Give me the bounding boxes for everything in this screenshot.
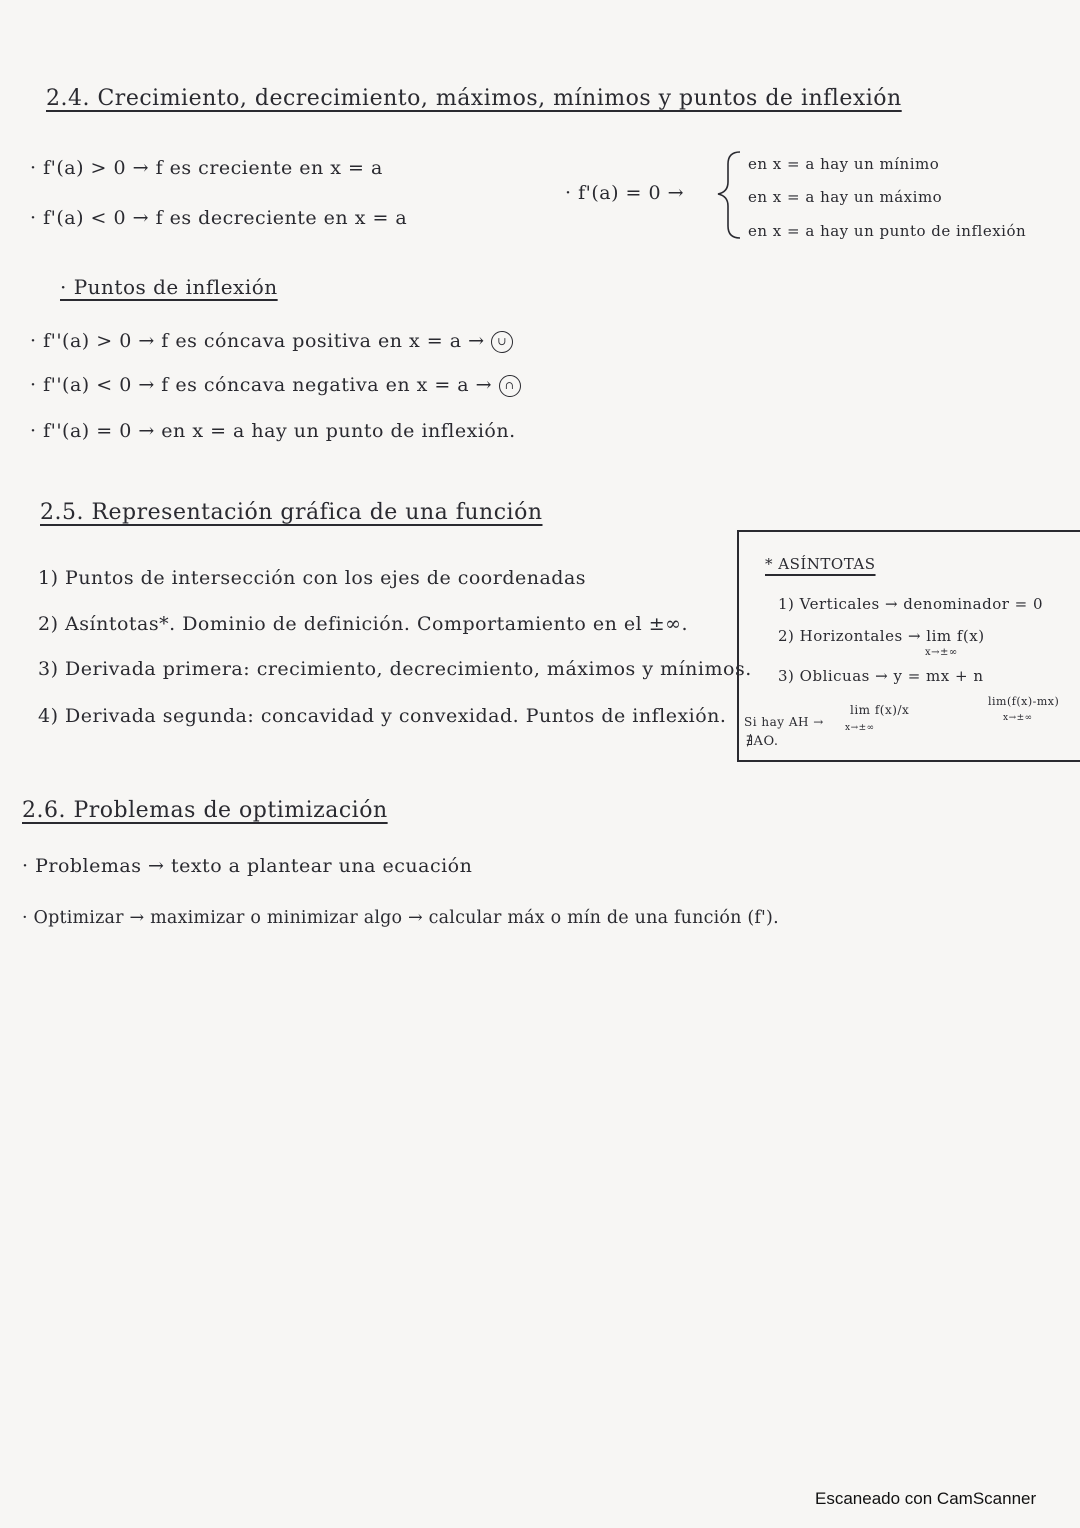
second-derivative-zero-line: · f''(a) = 0 → en x = a hay un punto de inflexión. xyxy=(30,420,516,442)
oblique-intercept-limit: lim(f(x)-mx) xyxy=(988,695,1060,708)
second-derivative-positive-line: · f''(a) > 0 → f es cóncava positiva en x = a → ∪ xyxy=(30,330,513,353)
section-2-6-title: 2.6. Problemas de optimización xyxy=(22,798,388,823)
cup-icon: ∪ xyxy=(491,331,513,353)
asymptote-note-1: Si hay AH → xyxy=(744,715,824,729)
oblique-slope-limit-sub: x→±∞ xyxy=(845,723,875,733)
vertical-asymptotes: 1) Verticales → denominador = 0 xyxy=(778,595,1044,613)
oblique-asymptotes: 3) Oblicuas → y = mx + n xyxy=(778,667,984,685)
section-2-4-title: 2.4. Crecimiento, decrecimiento, máximos, mínimos y puntos de inflexión xyxy=(46,86,902,111)
inflexion-heading: · Puntos de inflexión xyxy=(60,275,278,299)
section-2-5-title: 2.5. Representación gráfica de una función xyxy=(40,500,543,525)
graph-step-2: 2) Asíntotas*. Dominio de definición. Comportamiento en el ±∞. xyxy=(38,613,688,635)
horizontal-limit-sub: x→±∞ xyxy=(925,647,958,658)
brace-item-minimum: en x = a hay un mínimo xyxy=(748,155,940,173)
brace-item-maximum: en x = a hay un máximo xyxy=(748,188,943,206)
brace-item-inflexion: en x = a hay un punto de inflexión xyxy=(748,222,1027,240)
graph-step-4: 4) Derivada segunda: concavidad y convexidad. Puntos de inflexión. xyxy=(38,705,727,727)
derivative-negative-line: · f'(a) < 0 → f es decreciente en x = a xyxy=(30,207,408,229)
derivative-zero-line: · f'(a) = 0 → xyxy=(565,182,685,204)
horizontal-asymptotes: 2) Horizontales → lim f(x) xyxy=(778,627,985,645)
optimization-problems-line: · Problemas → texto a plantear una ecuación xyxy=(22,855,473,877)
cap-icon: ∩ xyxy=(499,375,521,397)
oblique-intercept-limit-sub: x→±∞ xyxy=(1003,713,1033,723)
graph-step-3: 3) Derivada primera: crecimiento, decrecimiento, máximos y mínimos. xyxy=(38,658,752,680)
optimization-optimize-line: · Optimizar → maximizar o minimizar algo → calcular máx o mín de una función (f'). xyxy=(22,908,779,928)
derivative-positive-line: · f'(a) > 0 → f es creciente en x = a xyxy=(30,157,383,179)
second-derivative-negative-line: · f''(a) < 0 → f es cóncava negativa en x = a → ∩ xyxy=(30,374,521,397)
asymptotes-heading: * ASÍNTOTAS xyxy=(765,555,876,573)
graph-step-1: 1) Puntos de intersección con los ejes de coordenadas xyxy=(38,567,587,589)
oblique-slope-limit: lim f(x)/x xyxy=(850,703,910,717)
asymptote-note-2: ∄AO. xyxy=(746,734,779,749)
scanner-watermark: Escaneado con CamScanner xyxy=(815,1489,1037,1508)
